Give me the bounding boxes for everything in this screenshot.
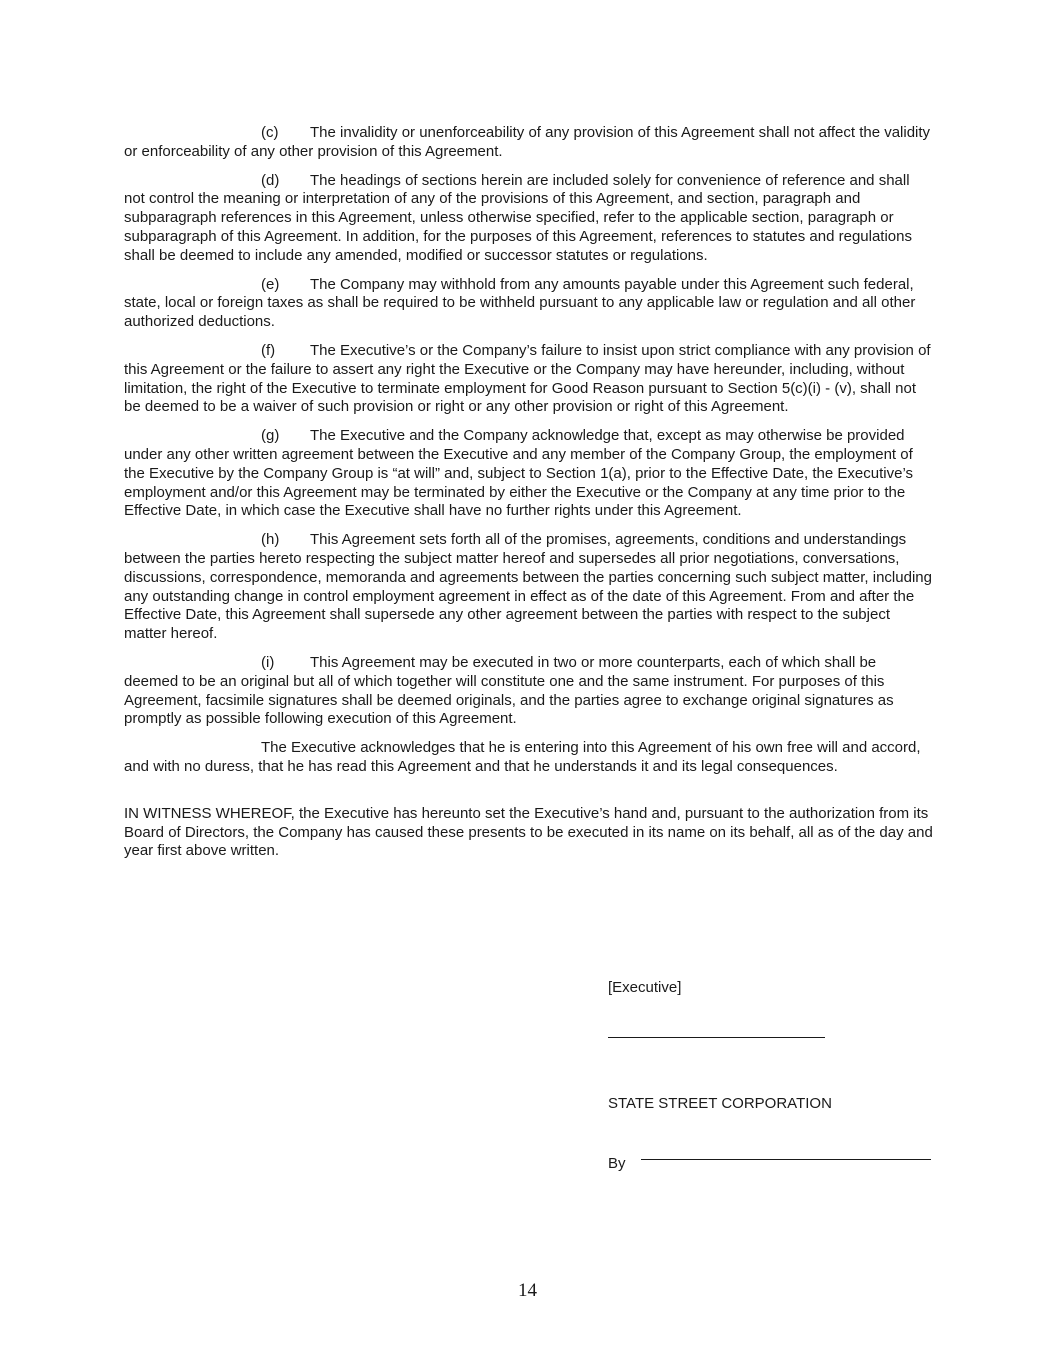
by-label: By: [608, 1155, 626, 1172]
document-body: [124, 124, 934, 876]
clause-i-text: This Agreement may be executed in two or more counterparts, each of which shall be deemed to be an original but all of which together will constitute one and the same instrument. For purposes of this Agreement, facsimile signatures shall be deemed originals, and the parties agree to exchange original signatures as promptly as possible following execution of this Agreement.: [124, 653, 894, 728]
executive-signature-line[interactable]: [608, 1037, 825, 1038]
clause-c: [124, 124, 934, 162]
clause-i: [124, 654, 934, 729]
clause-g-label: (g): [261, 427, 280, 445]
clause-h: [124, 531, 934, 644]
clause-f: [124, 342, 934, 417]
clause-d: [124, 172, 934, 266]
executive-label: [Executive]: [608, 979, 682, 996]
clause-h-text: This Agreement sets forth all of the promises, agreements, conditions and understandings between the parties hereto respecting the subject matter hereof and supersedes all prior negotiations, conversations, discussions, correspondence, memoranda and agreements between the parties concerning such subject matter, including any outstanding change in control employment agreement in effect as of the date of this Agreement. From and after the Effective Date, this Agreement shall supersede any other agreement between the parties with respect to the subject matter hereof.: [124, 531, 932, 643]
clause-g-text: The Executive and the Company acknowledge that, except as may otherwise be provided under any other written agreement between the Executive and any member of the Company Group, the employment of the Executive by the Company Group is “at will” and, subject to Section 1(a), prior to the Effective Date, the Executive’s employment and/or this Agreement may be terminated by either the Executive or the Company at any time prior to the Effective Date, in which case the Executive shall have no further rights under this Agreement.: [124, 427, 914, 520]
clause-h-label: (h): [261, 531, 280, 549]
clause-e-label: (e): [261, 275, 280, 293]
clause-e: [124, 276, 934, 332]
clause-d-label: (d): [261, 171, 280, 189]
acknowledgement-text: The Executive acknowledges that he is entering into this Agreement of his own free will and accord, and with no duress, that he has read this Agreement and that he understands it and its legal consequences.: [124, 739, 921, 775]
page-number: 14: [518, 1280, 537, 1301]
clause-f-text: The Executive’s or the Company’s failure to insist upon strict compliance with any provision of this Agreement or the failure to assert any right the Executive or the Company may have hereunder, including, without limitation, the right of the Executive to terminate employment for Good Reason pursuant to Section 5(c)(i) - (v), shall not be deemed to be a waiver of such provision or right or any other provision or right of this Agreement.: [124, 341, 931, 416]
clause-c-label: (c): [261, 124, 279, 141]
clause-e-text: The Company may withhold from any amounts payable under this Agreement such federal, state, local or foreign taxes as shall be required to be withheld pursuant to any applicable law or regulation and all other authorized deductions.: [124, 275, 916, 331]
witness-paragraph: IN WITNESS WHEREOF, the Executive has hereunto set the Executive’s hand and, pursuant to the authorization from its Board of Directors, the Company has caused these presents to be executed in its name on its behalf, all as of the day and year first above written.: [124, 804, 933, 860]
clause-d-text: The headings of sections herein are included solely for convenience of reference and shall not control the meaning or interpretation of any of the provisions of this Agreement, and section, paragraph and subparagraph references in this Agreement, unless otherwise specified, refer to the applicable section, paragraph or subparagraph of this Agreement. In addition, for the purposes of this Agreement, references to statutes and regulations shall be deemed to include any amended, modified or successor statutes or regulations.: [124, 171, 912, 264]
company-signature-line[interactable]: [641, 1159, 931, 1160]
clause-c-text: The invalidity or unenforceability of any provision of this Agreement shall not affect the validity or enforceability of any other provision of this Agreement.: [124, 124, 931, 160]
clause-f-label: (f): [261, 341, 276, 359]
clause-g: [124, 427, 934, 521]
clause-i-label: (i): [261, 653, 275, 671]
acknowledgement-paragraph: [124, 739, 934, 777]
company-name: STATE STREET CORPORATION: [608, 1095, 832, 1112]
